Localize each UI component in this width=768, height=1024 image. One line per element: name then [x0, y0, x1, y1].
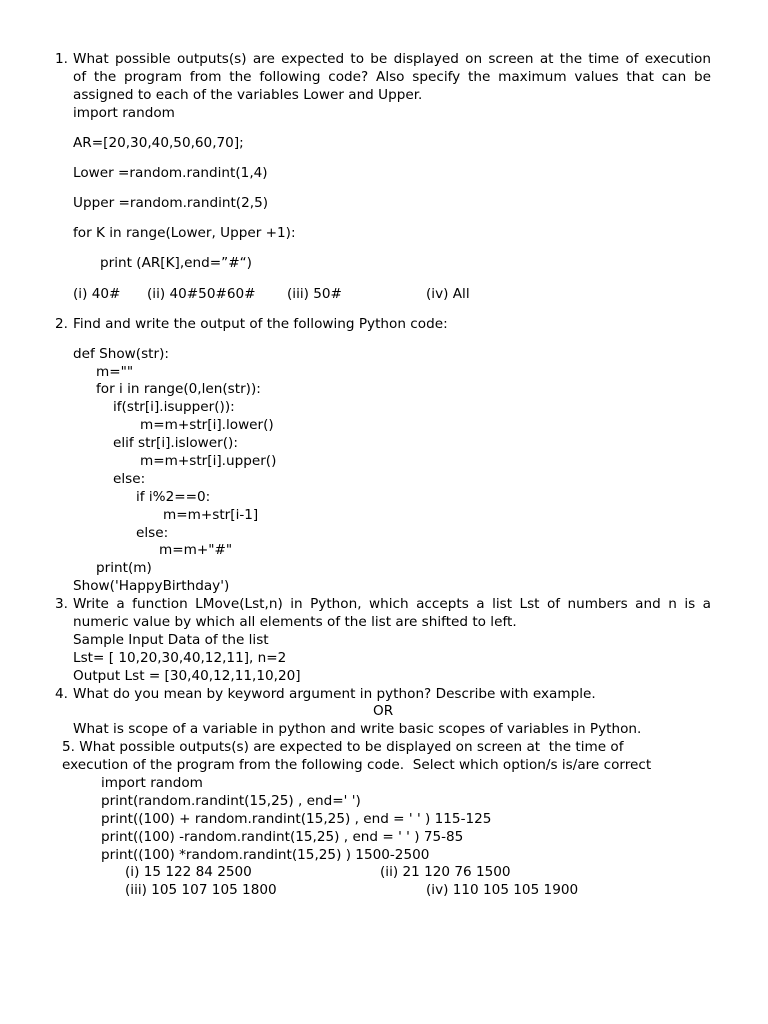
q2-code-line: m=m+str[i-1]	[163, 507, 259, 523]
q3-number: 3.	[55, 596, 68, 612]
q2-code-line: if i%2==0:	[136, 489, 211, 505]
q1-text-line-1: What possible outputs(s) are expected to be displayed on screen at the time of execution	[73, 51, 711, 67]
q4-or: OR	[373, 703, 394, 719]
q3-extra-line: Output Lst = [30,40,12,11,10,20]	[73, 668, 301, 684]
q5-code-line: print((100) *random.randint(15,25) ) 1500-2500	[101, 847, 430, 863]
q5-text-line-1: 5. What possible outputs(s) are expected to be displayed on screen at the time of	[62, 739, 624, 755]
q1-code-line: print (AR[K],end=”#“)	[100, 255, 252, 271]
q1-option: (iv) All	[426, 286, 470, 302]
q1-code-line: for K in range(Lower, Upper +1):	[73, 225, 296, 241]
q1-option: (ii) 40#50#60#	[147, 286, 256, 302]
q4-text: What do you mean by keyword argument in python? Describe with example.	[73, 686, 596, 702]
q2-code-line: m=m+"#"	[159, 542, 233, 558]
q5-code-line: print((100) -random.randint(15,25) , end = ' ' ) 75-85	[101, 829, 464, 845]
q2-code-line: if(str[i].isupper()):	[113, 399, 235, 415]
q5-text-line-2: execution of the program from the following code. Select which option/s is/are correct	[62, 757, 652, 773]
q2-number: 2.	[55, 316, 68, 332]
q4-alt: What is scope of a variable in python and write basic scopes of variables in Python.	[73, 721, 642, 737]
q2-code-line: else:	[136, 525, 169, 541]
q4-number: 4.	[55, 686, 68, 702]
q2-code-line: m=""	[96, 364, 134, 380]
q2-code-line: for i in range(0,len(str)):	[96, 381, 261, 397]
q1-code-line: AR=[20,30,40,50,60,70];	[73, 135, 244, 151]
q5-code-line: print(random.randint(15,25) , end=' ')	[101, 793, 361, 809]
q1-option: (i) 40#	[73, 286, 121, 302]
q2-code-line: elif str[i].islower():	[113, 435, 238, 451]
q1-code-line: import random	[73, 105, 175, 121]
q2-code-line: else:	[113, 471, 146, 487]
q5-option: (ii) 21 120 76 1500	[380, 864, 511, 880]
q5-option: (iii) 105 107 105 1800	[125, 882, 277, 898]
q5-option: (i) 15 122 84 2500	[125, 864, 252, 880]
q1-option: (iii) 50#	[287, 286, 342, 302]
q3-extra-line: Lst= [ 10,20,30,40,12,11], n=2	[73, 650, 287, 666]
q2-code-line: m=m+str[i].lower()	[140, 417, 274, 433]
q1-text-line-2: of the program from the following code? Also specify the maximum values that can be	[73, 69, 711, 85]
q5-code-line: import random	[101, 775, 203, 791]
q3-extra-line: Sample Input Data of the list	[73, 632, 269, 648]
q2-code-line: Show('HappyBirthday')	[73, 578, 230, 594]
q5-code-line: print((100) + random.randint(15,25) , end = ' ' ) 115-125	[101, 811, 492, 827]
q3-text-line-1: Write a function LMove(Lst,n) in Python, which accepts a list Lst of numbers and n is a	[73, 596, 711, 612]
q5-option: (iv) 110 105 105 1900	[426, 882, 579, 898]
q1-code-line: Upper =random.randint(2,5)	[73, 195, 269, 211]
q1-code-line: Lower =random.randint(1,4)	[73, 165, 268, 181]
q2-code-line: print(m)	[96, 560, 152, 576]
q2-code-line: def Show(str):	[73, 346, 169, 362]
q2-code-line: m=m+str[i].upper()	[140, 453, 277, 469]
q3-text-line-2: numeric value by which all elements of the list are shifted to left.	[73, 614, 517, 630]
q2-text: Find and write the output of the following Python code:	[73, 316, 448, 332]
q1-number: 1.	[55, 51, 68, 67]
q1-text-line-3: assigned to each of the variables Lower and Upper.	[73, 87, 423, 103]
